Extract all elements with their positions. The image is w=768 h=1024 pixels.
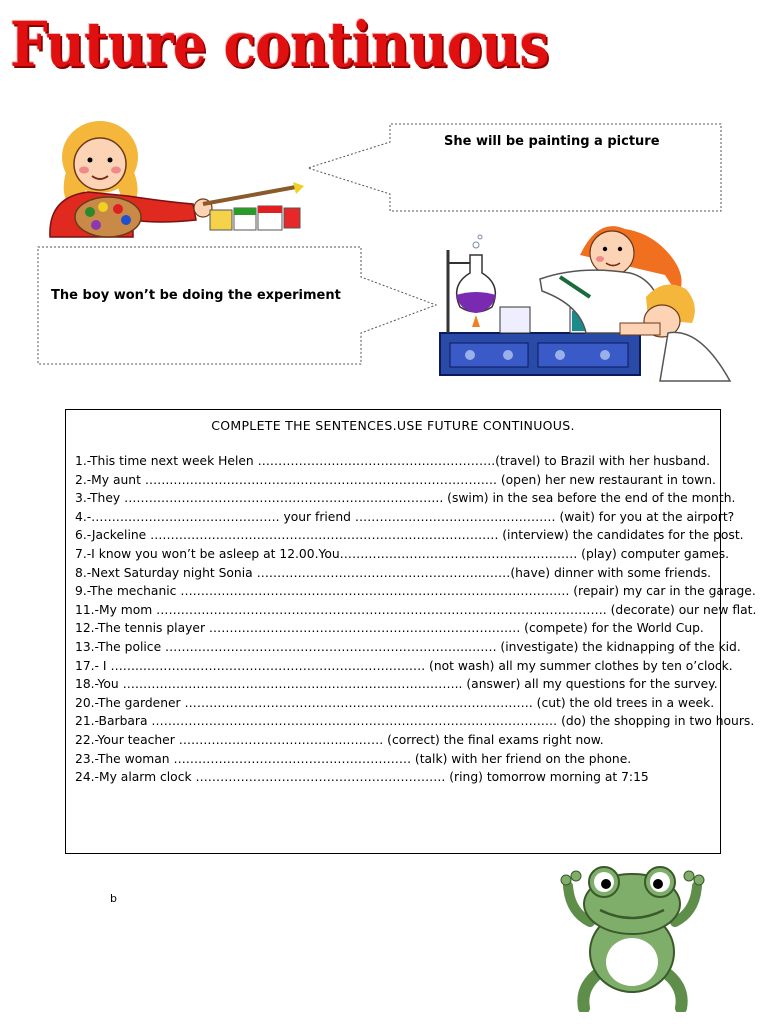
exercise-line: 9.-The mechanic ……………………………………………………………………….…………. (repair) my car in the garage. <box>75 584 756 599</box>
stray-character: b <box>110 892 117 905</box>
page-title: Future continuous <box>10 8 549 81</box>
exercise-line: 2.-My aunt …….……………………………………………………………………. (open) her new restaurant in town. <box>75 472 716 487</box>
exercise-line: 17.- I ……..………………………………………………………..…. (not wash) all my summer clothes by ten o’clock. <box>75 658 733 673</box>
callout-left-text: The boy won’t be doing the experiment <box>51 288 341 303</box>
exercise-heading: COMPLETE THE SENTENCES.USE FUTURE CONTINUOUS. <box>211 418 575 433</box>
lab-experiment-icon <box>430 215 740 383</box>
exercise-line: 7.-I know you won’t be asleep at 12.00.You…………………………………………………. (play) computer games. <box>75 546 730 561</box>
exercise-line: 24.-My alarm clock ……………………………………………………. (ring) tomorrow morning at 7:15 <box>75 770 649 785</box>
exercise-line: 20.-The gardener …………………………………………………………………………. (cut) the old trees in a week. <box>75 695 715 710</box>
exercise-line: 22.-Your teacher …………………………………..……… (correct) the final exams right now. <box>75 732 604 747</box>
exercise-line: 3.-They …………………………………………………….…………….. (swim) in the sea before the end of the month. <box>75 491 736 506</box>
frog-icon <box>560 862 705 1012</box>
exercise-line: 18.-You ……………………………………………………………………….. (answer) all my questions for the survey. <box>75 677 718 692</box>
exercise-line: 11.-My mom ………………………………………………………………………………….……………. (decorate) our new flat. <box>75 602 757 617</box>
callout-arrow-right <box>36 245 440 367</box>
girl-painting-icon <box>38 112 308 242</box>
exercise-line: 1.-This time next week Helen ………………………………………………….(travel) to Brazil with her husband. <box>75 454 711 468</box>
exercise-line: 4.-………………………………………. your friend ……………………………….………… (wait) for you at the airport? <box>75 509 735 524</box>
exercise-line: 8.-Next Saturday night Sonia ………………………………………………..……(have) dinner with some friends. <box>75 565 712 580</box>
exercise-line: 21.-Barbara ……………………………………………………………………………………… (do) the shopping in two hours. <box>75 714 755 729</box>
exercise-box <box>65 409 757 854</box>
exercise-line: 13.-The police ………………………………………………………………..……. (investigate) the kidnapping of the kid. <box>75 639 741 654</box>
callout-top-text: She will be painting a picture <box>444 134 660 149</box>
exercise-line: 12.-The tennis player …………………………………………………………………. (compete) for the World Cup. <box>75 621 704 636</box>
exercise-lines <box>75 452 757 787</box>
exercise-line: 23.-The woman …………………………………………………. (talk) with her friend on the phone. <box>75 751 632 766</box>
exercise-line: 6.-Jackeline …………………………………………………………………………. (interview) the candidates for the post. <box>75 528 744 543</box>
